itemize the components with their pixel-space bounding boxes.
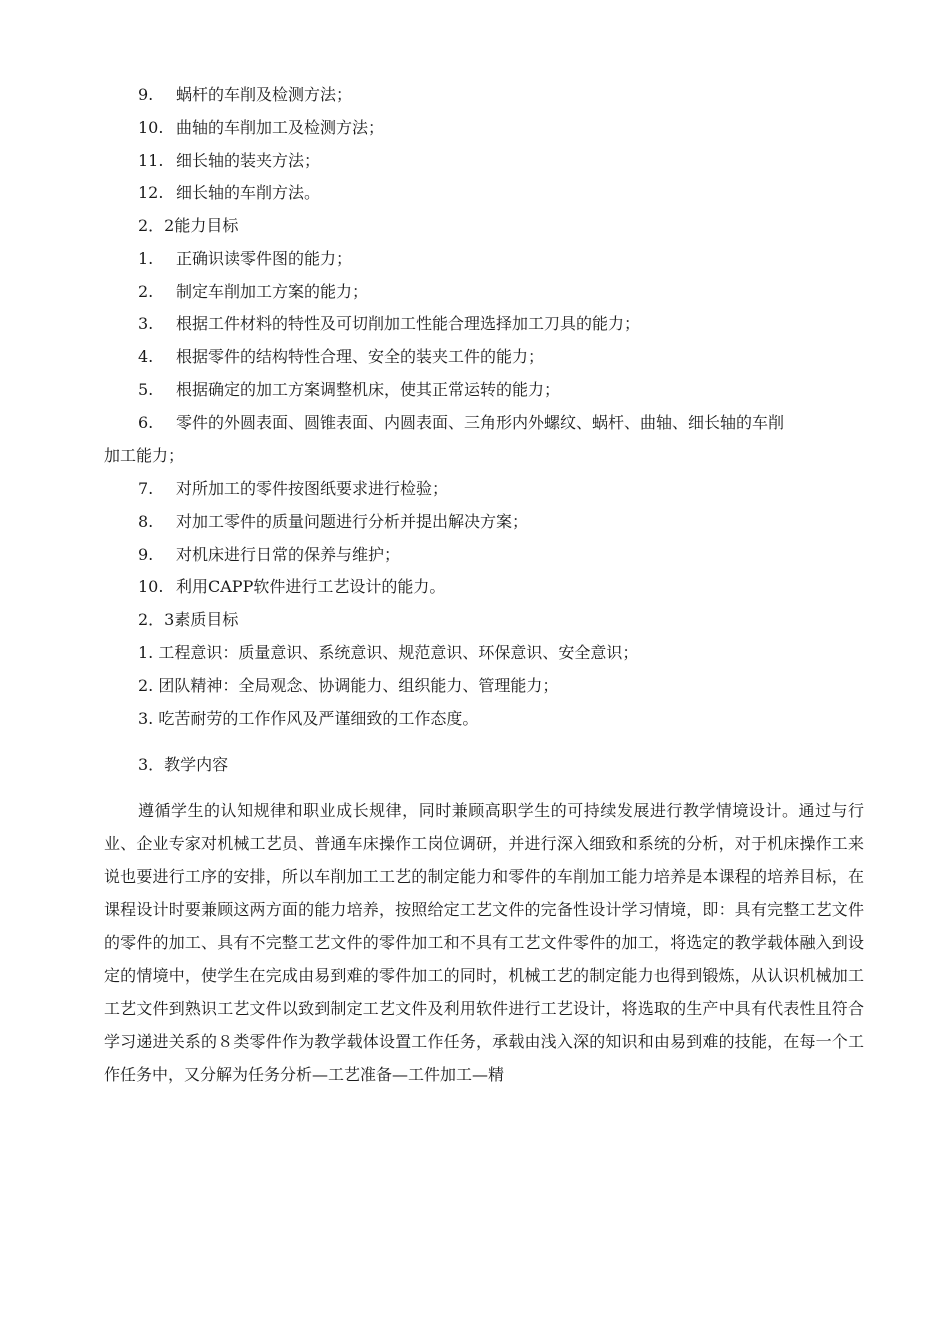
item-number: 5. — [138, 380, 154, 399]
item-text: 曲轴的车削加工及检测方法； — [176, 118, 385, 137]
list-item — [138, 118, 384, 138]
item-number: 10. — [138, 118, 164, 137]
item-number: 9. — [138, 545, 154, 564]
item-number: 3. — [138, 314, 154, 333]
list-item — [138, 413, 784, 433]
item-text: 蜗杆的车削及检测方法； — [176, 85, 353, 104]
list-item — [138, 85, 352, 105]
section-heading-quality: 2．3素质目标 — [138, 610, 239, 629]
list-item — [138, 545, 400, 565]
item-text: 对所加工的零件按图纸要求进行检验； — [176, 479, 449, 498]
body-paragraph: 遵循学生的认知规律和职业成长规律，同时兼顾高职学生的可持续发展进行教学情境设计。通过与行业、企业专家对机械工艺员、普通车床操作工岗位调研，并进行深入细致和系统的分析，对于机床操作工来说也要进行工序的安排，所以车削加工工艺的制定能力和零件的车削加工能力培养是本课程的培养目标，在课程设计时要兼顾这两方面的能力培养，按照给定工艺文件的完备性设计学习情境，即：具有完整工艺文件的零件的加工、具有不完整工艺文件的零件加工和不具有工艺文件零件的加工，将选定的教学载体融入到设定的情境中，使学生在完成由易到难的零件加工的同时，机械工艺的制定能力也得到锻炼，从认识机械加工工艺文件到熟识工艺文件以致到制定工艺文件及利用软件进行工艺设计，将选取的生产中具有代表性且符合学习递进关系的８类零件作为教学载体设置工作任务，承载由浅入深的知识和由易到难的技能，在每一个工作任务中，又分解为任务分析—工艺准备—工件加工—精 — [104, 801, 864, 1084]
list-item — [138, 151, 320, 171]
item-text: 根据工件材料的特性及可切削加工性能合理选择加工刀具的能力； — [176, 314, 641, 333]
list-item — [138, 512, 528, 532]
list-item — [138, 314, 640, 334]
list-item — [138, 249, 352, 269]
item-number: 6. — [138, 413, 154, 432]
item-text: 细长轴的车削方法。 — [176, 183, 321, 202]
list-item — [138, 479, 448, 499]
list-item — [138, 183, 320, 203]
list-item — [138, 577, 445, 597]
list-item: 1. 工程意识：质量意识、系统意识、规范意识、环保意识、安全意识； — [138, 643, 639, 662]
item-number: 7. — [138, 479, 154, 498]
item-number: 11. — [138, 151, 164, 170]
item-number: 10. — [138, 577, 164, 596]
section-heading-ability: 2．2能力目标 — [138, 216, 239, 235]
item-number: 9. — [138, 85, 154, 104]
item-text: 细长轴的装夹方法； — [176, 151, 321, 170]
item-text: 正确识读零件图的能力； — [176, 249, 353, 268]
item-text: 根据零件的结构特性合理、安全的装夹工件的能力； — [176, 347, 545, 366]
list-item — [138, 380, 560, 400]
list-item: 3. 吃苦耐劳的工作作风及严谨细致的工作态度。 — [138, 709, 479, 728]
item-text: 根据确定的加工方案调整机床，使其正常运转的能力； — [176, 380, 561, 399]
item-text: 利用CAPP软件进行工艺设计的能力。 — [176, 577, 446, 596]
list-item — [138, 282, 368, 302]
item-text: 对加工零件的质量问题进行分析并提出解决方案； — [176, 512, 529, 531]
section-heading-teaching-content: 3．教学内容 — [138, 755, 229, 774]
item-number: 8. — [138, 512, 154, 531]
list-item — [138, 347, 544, 367]
item-text: 零件的外圆表面、圆锥表面、内圆表面、三角形内外螺纹、蜗杆、曲轴、细长轴的车削 — [176, 413, 785, 432]
list-item: 2. 团队精神：全局观念、协调能力、组织能力、管理能力； — [138, 676, 559, 695]
item-number: 1. — [138, 249, 154, 268]
item-text: 对机床进行日常的保养与维护； — [176, 545, 401, 564]
list-item-continuation: 加工能力； — [104, 446, 185, 465]
item-number: 4. — [138, 347, 154, 366]
item-number: 2. — [138, 282, 154, 301]
item-number: 12. — [138, 183, 164, 202]
item-text: 制定车削加工方案的能力； — [176, 282, 369, 301]
